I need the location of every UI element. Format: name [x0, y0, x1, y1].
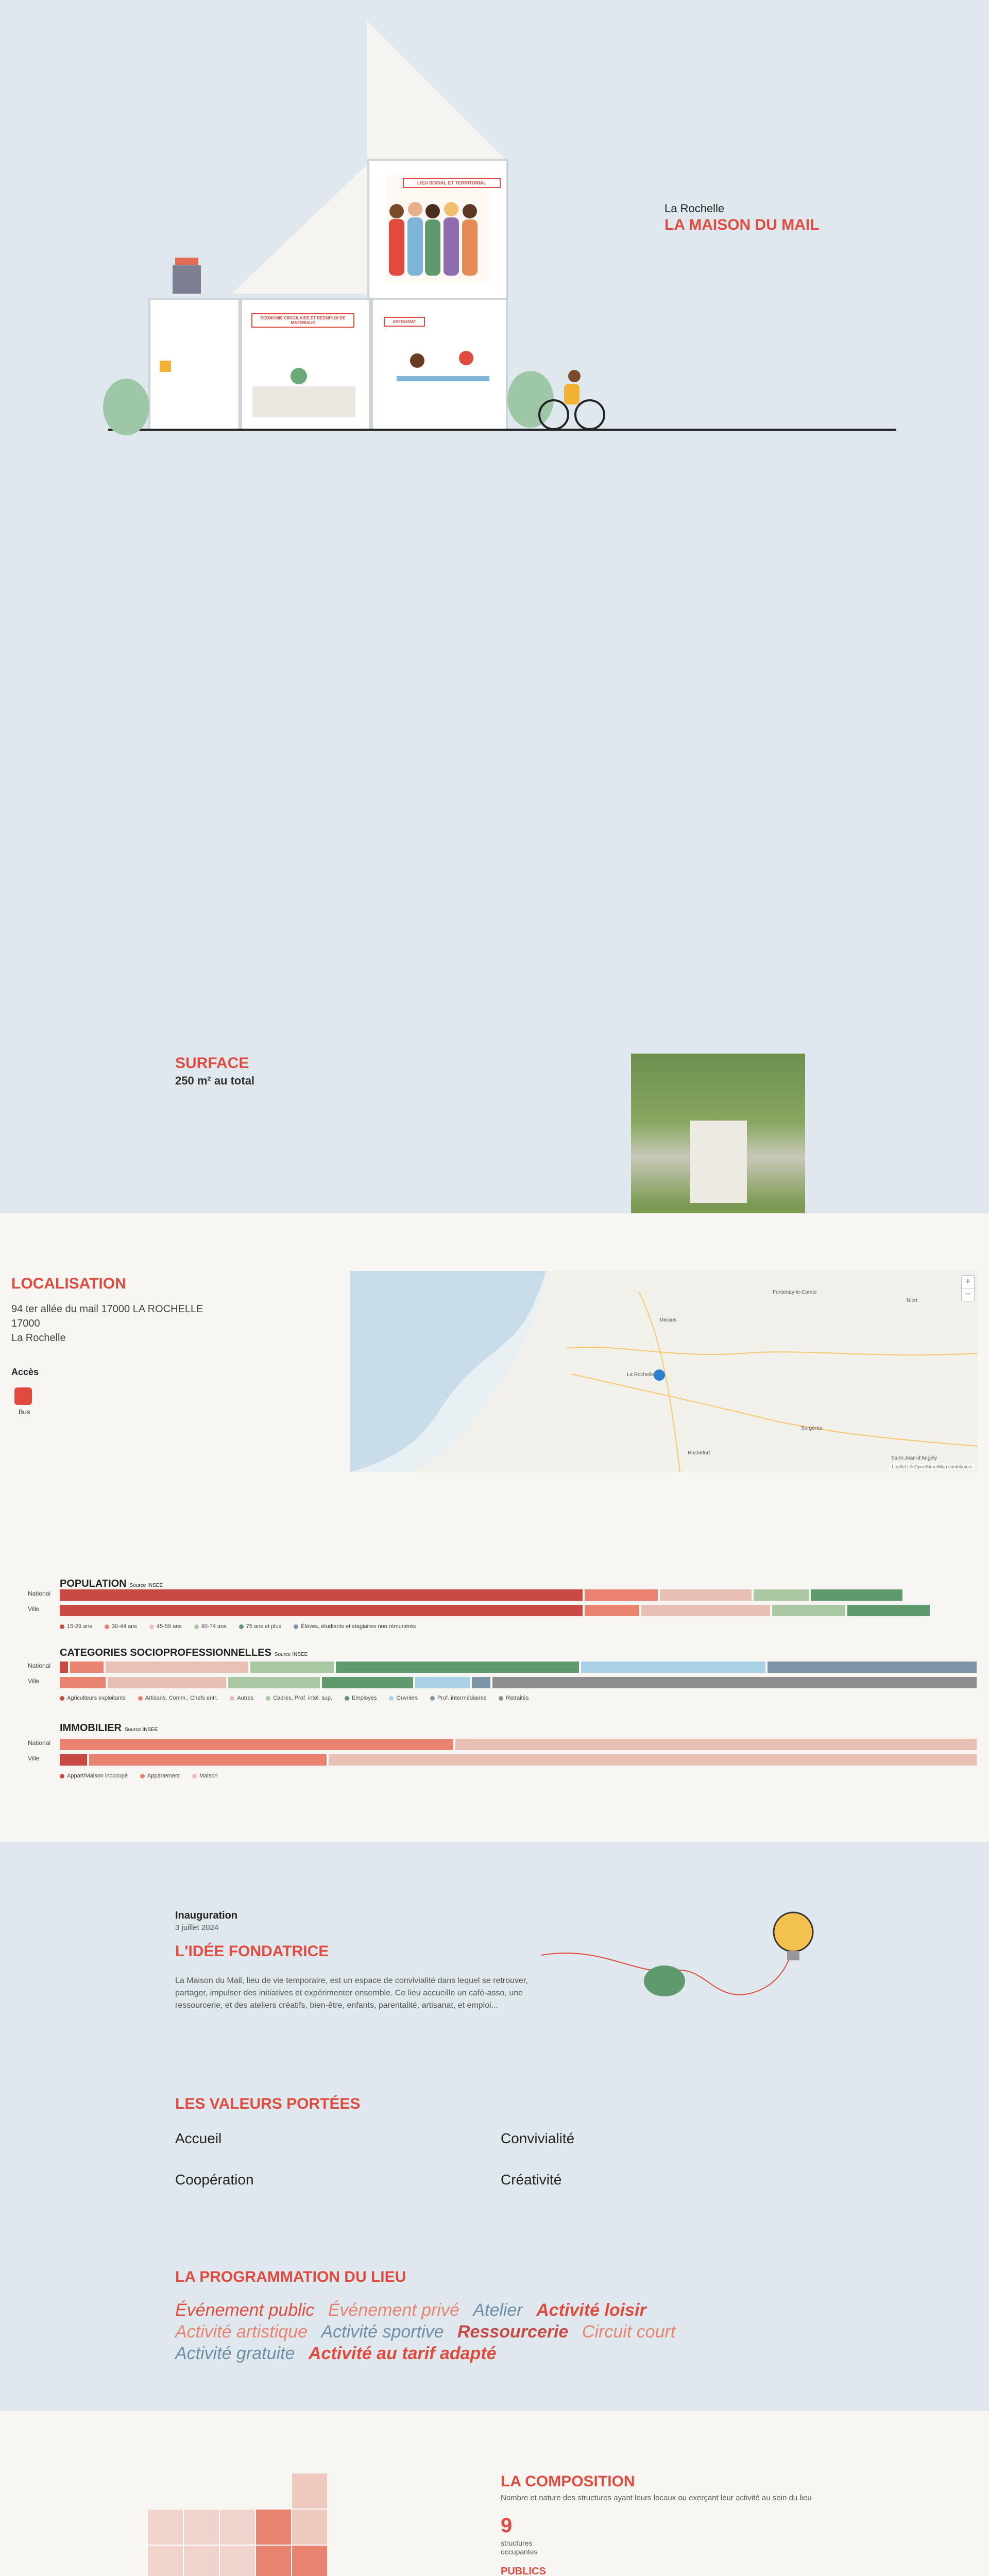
source-label: Source INSEE	[274, 1652, 308, 1657]
map[interactable]	[350, 1271, 978, 1472]
workbench	[397, 376, 489, 381]
population-ville-bar	[60, 1605, 977, 1616]
bar-segment[interactable]	[754, 1589, 809, 1601]
map-place: Marans	[659, 1317, 677, 1323]
valeurs-title: LES VALEURS PORTÉES	[175, 2095, 361, 2112]
cyclist-head	[568, 370, 581, 382]
surface-section	[0, 811, 989, 1213]
programmation-line	[175, 2322, 687, 2342]
row-national: National	[28, 1739, 51, 1747]
legend-item	[192, 1773, 217, 1779]
surface-title: SURFACE	[175, 1055, 249, 1072]
programmation-tag: Activité gratuite	[175, 2344, 295, 2363]
zoom-out-button[interactable]: −	[962, 1288, 974, 1301]
legend-label: Ouvriers	[396, 1695, 418, 1701]
person-head	[463, 204, 477, 218]
bar-segment[interactable]	[847, 1605, 930, 1616]
person-body	[444, 217, 459, 276]
legend-label: Agriculteurs exploitants	[67, 1695, 126, 1701]
csp-title	[60, 1647, 308, 1659]
legend-item	[499, 1695, 528, 1701]
person-body	[425, 219, 440, 276]
sign-economie-circulaire: ÉCONOMIE CIRCULAIRE ET RÉEMPLOI DE MATÉRIAUX	[251, 313, 354, 328]
roof-top	[367, 21, 506, 160]
bar-segment[interactable]	[585, 1589, 658, 1601]
address-city: La Rochelle	[11, 1332, 66, 1344]
map-place: Niort	[907, 1298, 918, 1303]
composition-subtitle: Nombre et nature des structures ayant leurs locaux ou exerçant leur activité au sein du lieu	[501, 2494, 812, 2502]
row-ville: Ville	[28, 1605, 40, 1613]
legend-label: Élèves, étudiants et stagiaires non rémunérés	[301, 1623, 416, 1630]
bar-segment[interactable]	[772, 1605, 845, 1616]
valeur-item: Coopération	[175, 2172, 254, 2188]
idee-text: La Maison du Mail, lieu de vie temporaire, est un espace de convivialité dans lequel se retrouver, partager, impulser des initiatives et expérimenter ensemble. Ce lieu accueille un café-asso, une ressourcerie, et des ateliers créatifs, bien-être, enfants, parentalité, artisanat, et emploi...	[175, 1976, 528, 2010]
count-label-line: occupantes	[501, 2548, 538, 2556]
idee-section	[0, 1842, 989, 2411]
shelf-box	[160, 361, 171, 372]
person-head	[410, 353, 424, 368]
valeur-item: Accueil	[175, 2130, 222, 2146]
idee-title: L'IDÉE FONDATRICE	[175, 1943, 329, 1960]
hero-city: La Rochelle	[664, 202, 725, 215]
legend-label: Prof. intermédiaires	[437, 1695, 487, 1701]
immobilier-title-text: IMMOBILIER	[60, 1722, 122, 1734]
grid-square	[255, 2545, 292, 2576]
recycle-icon	[291, 368, 307, 384]
zoom-in-button[interactable]: +	[965, 1277, 970, 1286]
bar-segment[interactable]	[811, 1589, 902, 1601]
programmation-tag: Événement privé	[328, 2300, 459, 2320]
hero-section	[0, 0, 989, 811]
grid-square	[147, 2545, 183, 2576]
person-body	[407, 217, 423, 276]
address-line: 94 ter allée du mail 17000 LA ROCHELLE	[11, 1303, 203, 1315]
bar-segment[interactable]	[472, 1677, 490, 1688]
person-head	[459, 351, 473, 365]
programmation-tag: Activité artistique	[175, 2322, 308, 2342]
legend-item	[60, 1623, 92, 1630]
lightbulb-illustration	[541, 1904, 829, 2017]
bar-segment[interactable]	[60, 1662, 68, 1673]
address-zip: 17000	[11, 1318, 40, 1329]
grid-square	[219, 2509, 255, 2545]
bar-segment[interactable]	[492, 1677, 977, 1688]
bar-segment[interactable]	[89, 1754, 327, 1766]
bar-segment[interactable]	[455, 1739, 977, 1750]
csp-legend	[60, 1695, 528, 1701]
legend-item	[389, 1695, 418, 1701]
person-head	[389, 204, 404, 218]
count-label-line: structures	[501, 2539, 533, 2547]
programmation-title: LA PROGRAMMATION DU LIEU	[175, 2268, 406, 2285]
sign-artisanat: ARTISANAT	[384, 317, 425, 327]
legend-label: 75 ans et plus	[246, 1623, 282, 1630]
csp-title-text: CATEGORIES SOCIOPROFESSIONNELLES	[60, 1647, 271, 1658]
programmation-tag: Événement public	[175, 2300, 315, 2320]
legend-item	[105, 1623, 137, 1630]
legend-item	[149, 1623, 182, 1630]
population-title-text: POPULATION	[60, 1578, 127, 1589]
legend-item	[430, 1695, 486, 1701]
legend-label: Appartement	[147, 1773, 180, 1779]
source-label: Source INSEE	[125, 1727, 158, 1733]
legend-label: Retraités	[506, 1695, 529, 1701]
person-head	[425, 204, 440, 218]
legend-label: Appart/Maison inoccupé	[67, 1773, 128, 1779]
bar-segment[interactable]	[60, 1605, 583, 1616]
row-national: National	[28, 1662, 51, 1669]
map-place: Surgères	[801, 1426, 822, 1431]
bar-segment[interactable]	[60, 1589, 583, 1601]
bar-segment[interactable]	[585, 1605, 640, 1616]
bar-segment[interactable]	[70, 1662, 104, 1673]
person-body	[389, 219, 404, 276]
localisation-section	[0, 1213, 989, 1842]
grid-square	[255, 2509, 292, 2545]
programmation-line	[175, 2300, 658, 2320]
address-block	[11, 1302, 203, 1345]
bar-segment[interactable]	[108, 1677, 227, 1688]
map-credit[interactable]: Leaflet | © OpenStreetMap contributors	[890, 1464, 975, 1470]
legend-item	[138, 1695, 218, 1701]
map-place: Fontenay-le-Comte	[773, 1290, 817, 1295]
place-photo	[631, 1054, 805, 1213]
legend-label: 15-29 ans	[67, 1623, 92, 1630]
map-place: Saint-Jean-d'Angély	[891, 1455, 937, 1461]
bar-segment[interactable]	[660, 1589, 752, 1601]
window	[173, 265, 201, 294]
grid-square	[292, 2473, 328, 2509]
counter	[252, 386, 355, 417]
valeur-item: Créativité	[501, 2172, 562, 2188]
map-canvas[interactable]	[350, 1271, 978, 1472]
bar-segment[interactable]	[60, 1754, 87, 1766]
localisation-title: LOCALISATION	[11, 1275, 126, 1292]
bar-segment[interactable]	[60, 1677, 106, 1688]
programmation-tag: Ressourcerie	[457, 2322, 569, 2342]
population-title	[60, 1578, 163, 1590]
legend-label: Autres	[237, 1695, 254, 1701]
ground-line	[108, 429, 896, 431]
grid-square	[219, 2545, 255, 2576]
bar-segment[interactable]	[106, 1662, 248, 1673]
person-head	[408, 202, 422, 216]
map-zoom-controls	[961, 1275, 975, 1301]
legend-item	[239, 1623, 282, 1630]
inauguration-date: 3 juillet 2024	[175, 1923, 219, 1932]
roof-left	[232, 165, 367, 294]
immobilier-national-bar	[60, 1739, 977, 1750]
bar-segment[interactable]	[228, 1677, 319, 1688]
surface-value: 250 m² au total	[175, 1074, 255, 1087]
publics-title: PUBLICS	[501, 2566, 546, 2576]
legend-item	[345, 1695, 377, 1701]
bar-segment[interactable]	[641, 1605, 770, 1616]
programmation-tag: Activité sportive	[321, 2322, 444, 2342]
lightbulb-icon	[774, 1912, 813, 1952]
legend-item	[60, 1695, 126, 1701]
bar-segment[interactable]	[581, 1662, 765, 1673]
window-awning	[175, 258, 198, 265]
programmation-tag: Activité loisir	[536, 2300, 646, 2320]
hero-title: LA MAISON DU MAIL	[664, 216, 820, 233]
legend-label: Maison	[199, 1773, 218, 1779]
valeur-item: Convivialité	[501, 2130, 575, 2146]
csp-national-bar	[60, 1662, 977, 1673]
bush	[507, 371, 554, 428]
bike-wheel	[575, 400, 604, 429]
grid-square	[292, 2545, 328, 2576]
legend-item	[294, 1623, 416, 1630]
bar-segment[interactable]	[250, 1662, 334, 1673]
grid-square	[183, 2509, 219, 2545]
legend-label: Cadres, Prof. intel. sup.	[273, 1695, 333, 1701]
bar-segment[interactable]	[415, 1677, 470, 1688]
bush	[103, 379, 149, 435]
access-label: Accès	[11, 1367, 39, 1377]
legend-item	[60, 1773, 128, 1779]
legend-label: Artisans, Comm., Chefs entr.	[145, 1695, 218, 1701]
grid-square	[292, 2509, 328, 2545]
legend-label: Employés	[352, 1695, 377, 1701]
bar-segment[interactable]	[329, 1754, 977, 1766]
row-ville: Ville	[28, 1677, 40, 1685]
programmation-tag: Activité au tarif adapté	[308, 2344, 497, 2363]
inauguration-label: Inauguration	[175, 1910, 238, 1921]
structures-count: 9	[501, 2514, 513, 2537]
grid-square	[183, 2545, 219, 2576]
photo-building	[690, 1121, 747, 1203]
row-national: National	[28, 1590, 51, 1597]
source-label: Source INSEE	[129, 1583, 163, 1588]
legend-item	[230, 1695, 253, 1701]
person-head	[444, 202, 458, 216]
map-place: Rochefort	[688, 1450, 710, 1456]
sign-lieu-social: LIEU SOCIAL ET TERRITORIAL	[403, 178, 501, 188]
programmation-tag: Circuit court	[582, 2322, 676, 2342]
composition-section	[0, 2411, 989, 2576]
legend-item	[140, 1773, 180, 1779]
programmation-line	[175, 2344, 508, 2364]
population-national-bar	[60, 1589, 977, 1601]
person-figure	[644, 1965, 685, 1996]
map-marker-icon[interactable]	[654, 1369, 665, 1381]
immobilier-title	[60, 1722, 158, 1734]
legend-label: 45-59 ans	[156, 1623, 182, 1630]
bus-icon	[14, 1387, 32, 1405]
composition-title: LA COMPOSITION	[501, 2473, 635, 2490]
cyclist	[564, 384, 579, 404]
bar-segment[interactable]	[322, 1677, 413, 1688]
row-ville: Ville	[28, 1755, 40, 1762]
immobilier-legend	[60, 1773, 217, 1779]
access-mode: Bus	[19, 1408, 30, 1416]
csp-ville-bar	[60, 1677, 977, 1688]
map-place: La Rochelle	[627, 1372, 654, 1378]
legend-label: 60-74 ans	[201, 1623, 227, 1630]
structures-count-label	[501, 2539, 538, 2556]
population-legend	[60, 1623, 416, 1630]
legend-item	[266, 1695, 332, 1701]
bar-segment[interactable]	[768, 1662, 977, 1673]
person-body	[462, 219, 478, 276]
legend-label: 30-44 ans	[111, 1623, 137, 1630]
lightbulb-base	[787, 1951, 799, 1960]
bar-segment[interactable]	[60, 1739, 453, 1750]
immobilier-ville-bar	[60, 1754, 977, 1766]
legend-item	[194, 1623, 227, 1630]
programmation-tag: Atelier	[473, 2300, 523, 2320]
bar-segment[interactable]	[336, 1662, 579, 1673]
grid-square	[147, 2509, 183, 2545]
